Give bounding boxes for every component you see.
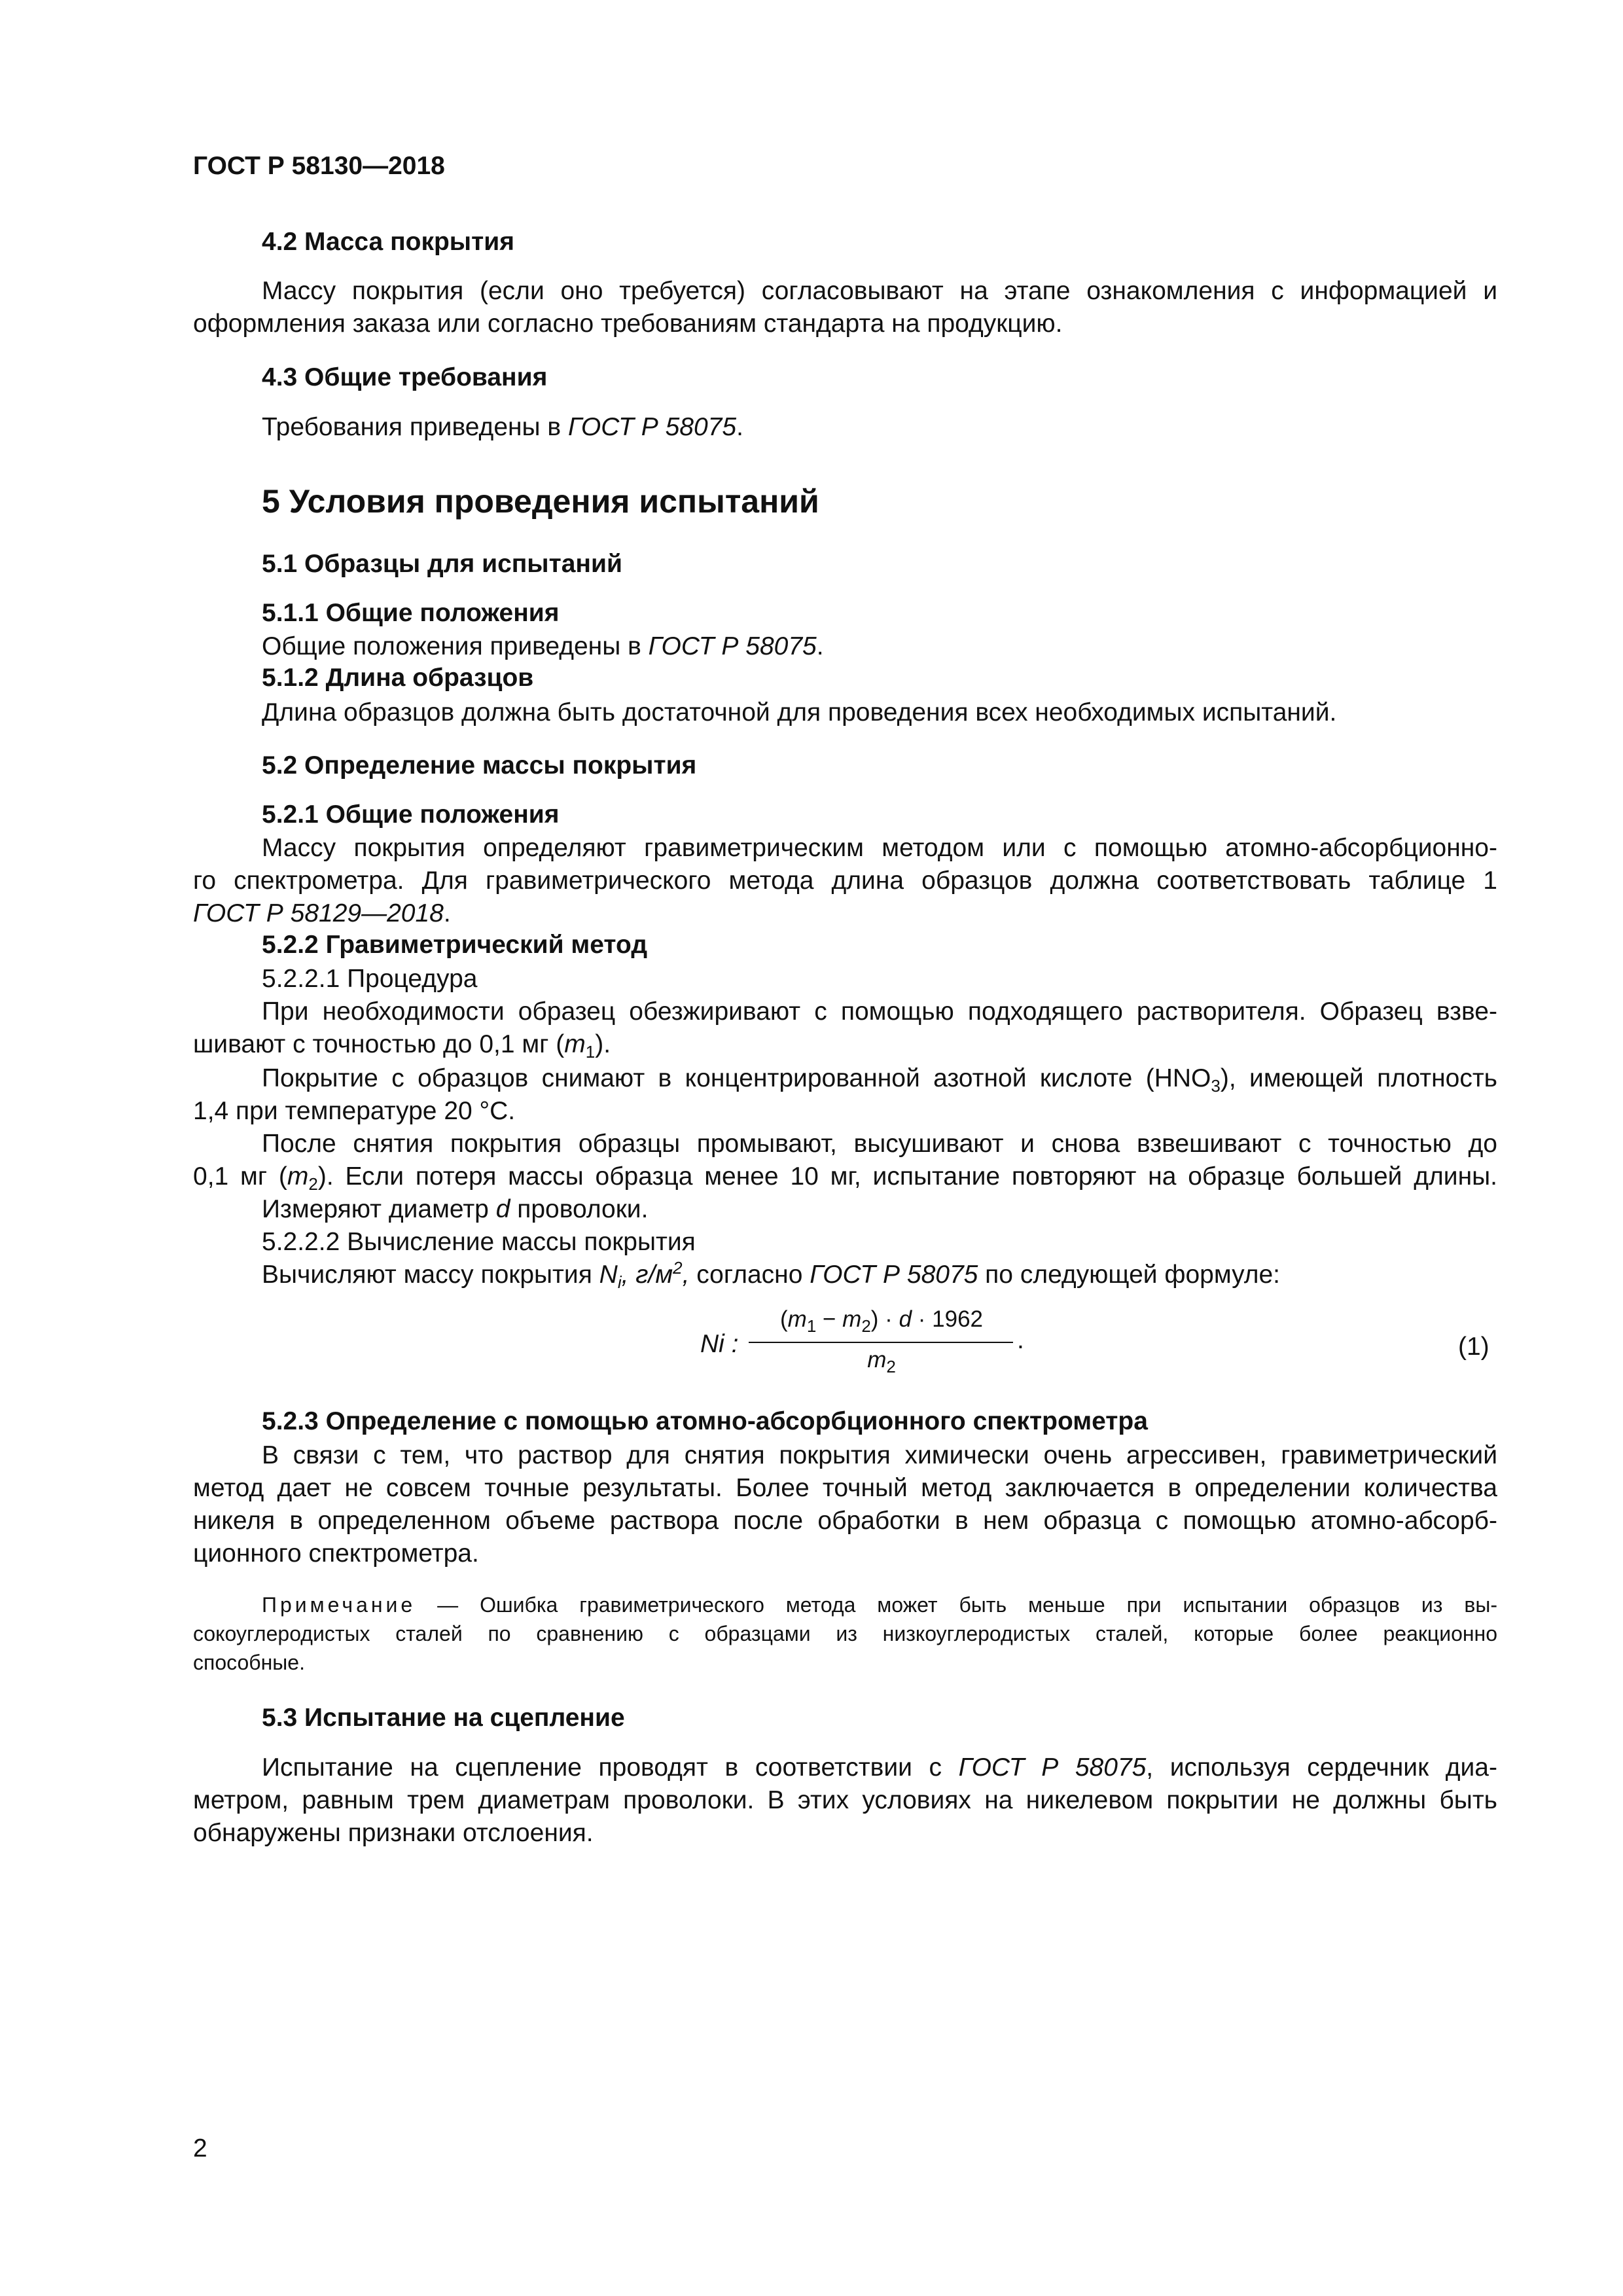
standard-reference: ГОСТ Р 58075 (810, 1261, 978, 1289)
note-line-2: сокоуглеродистых сталей по сравнению с образцами из низкоуглеродистых сталей, которые более реакционно (193, 1622, 1497, 1645)
section-5-3-heading: 5.3 Испытание на сцепление (262, 1704, 625, 1732)
section-4-2-line-1: Массу покрытия (если оно требуется) согласовывают на этапе ознакомления с информацией и (262, 277, 1497, 305)
section-5-3-line-2: метром, равным трем диаметрам проволоки. В этих условиях на никелевом покрытии не должны быть (193, 1786, 1497, 1814)
procedure-para-3-line-2: 0,1 мг $(m_2)$. Если потеря массы образца менее 10 мг, испытание повторяют на образце большей длины. (193, 1162, 1497, 1194)
formula-denominator: $m_2$ (867, 1347, 896, 1376)
standard-reference: ГОСТ Р 58075 (958, 1753, 1147, 1782)
page-number: 2 (193, 2134, 207, 2162)
section-4-3-text: Требования приведены в ГОСТ Р 58075. (262, 413, 743, 441)
section-5-3-line-3: обнаружены признаки отслоения. (193, 1819, 594, 1847)
formula-1 (700, 1306, 1024, 1398)
section-4-2-heading: 4.2 Масса покрытия (262, 228, 514, 256)
section-5-2-1-line-1: Массу покрытия определяют гравиметрическим методом или с помощью атомно-абсорбционно- (262, 834, 1497, 862)
section-4-2-line-2: оформления заказа или согласно требованиям стандарта на продукцию. (193, 310, 1063, 338)
section-5-2-3-heading: 5.2.3 Определение с помощью атомно-абсорбционного спектрометра (262, 1407, 1148, 1435)
note-label: Примечание (262, 1593, 416, 1617)
section-5-1-1-heading: 5.1.1 Общие положения (262, 599, 560, 627)
procedure-para-1-line-2: шивают с точностью до 0,1 мг $(m_1)$. (193, 1030, 611, 1062)
section-5-2-3-line-1: В связи с тем, что раствор для снятия покрытия химически очень агрессивен, гравиметрический (262, 1441, 1497, 1469)
section-5-3-line-1: Испытание на сцепление проводят в соответствии с ГОСТ Р 58075, используя сердечник диа- (262, 1753, 1497, 1782)
standard-reference: ГОСТ Р 58129—2018 (193, 899, 444, 927)
section-5-2-heading: 5.2 Определение массы покрытия (262, 751, 697, 780)
formula-end: . (1017, 1326, 1024, 1354)
note-line-3: способные. (193, 1651, 305, 1674)
section-5-1-1-text: Общие положения приведены в ГОСТ Р 58075. (262, 632, 824, 660)
procedure-para-1-line-1: При необходимости образец обезжиривают с помощью подходящего растворителя. Образец взве- (262, 997, 1497, 1026)
procedure-para-2-line-1: Покрытие с образцов снимают в концентрированной азотной кислоте $(HNO_3)$, имеющей плотность (262, 1064, 1497, 1096)
section-5-2-2-1-heading: 5.2.2.1 Процедура (262, 965, 478, 993)
formula-number: (1) (1458, 1333, 1489, 1361)
standard-reference: ГОСТ Р 58075 (567, 413, 737, 441)
note-line-1: Примечание — Ошибка гравиметрического метода может быть меньше при испытании образцов из вы- (262, 1593, 1498, 1617)
procedure-para-3-line-1: После снятия покрытия образцы промывают, высушивают и снова взвешивают с точностью до (262, 1130, 1497, 1158)
section-5-2-3-line-2: метод дает не совсем точные результаты. Более точный метод заключается в определении количества (193, 1474, 1497, 1502)
calculation-intro: Вычисляют массу покрытия $N_i$, $г/м^2$, согласно ГОСТ Р 58075 по следующей формуле: (262, 1258, 1281, 1292)
section-5-2-3-line-3: никеля в определенном объеме раствора после обработки в нем образца с помощью атомно-абсорб- (193, 1507, 1497, 1535)
section-5-1-2-text: Длина образцов должна быть достаточной для проведения всех необходимых испытаний. (262, 698, 1337, 726)
section-5-2-1-line-3: ГОСТ Р 58129—2018. (193, 899, 451, 927)
section-5-2-1-heading: 5.2.1 Общие положения (262, 800, 560, 829)
section-5-1-2-heading: 5.1.2 Длина образцов (262, 664, 534, 692)
section-5-1-heading: 5.1 Образцы для испытаний (262, 550, 622, 578)
section-5-2-3-line-4: ционного спектрометра. (193, 1539, 479, 1568)
formula-numerator: $(m_1 - m_2) \cdot d \cdot 1962$ (780, 1306, 983, 1336)
formula-lhs: Ni : (700, 1330, 739, 1358)
standard-reference: ГОСТ Р 58075 (648, 632, 817, 660)
procedure-para-4: Измеряют диаметр d проволоки. (262, 1195, 649, 1223)
formula-fraction-bar (749, 1342, 1013, 1343)
section-4-3-heading: 4.3 Общие требования (262, 363, 548, 391)
section-5-2-2-2-heading: 5.2.2.2 Вычисление массы покрытия (262, 1228, 696, 1256)
section-5-2-1-line-2: го спектрометра. Для гравиметрического метода длина образцов должна соответствовать таблице 1 (193, 867, 1497, 895)
document-header-code: ГОСТ Р 58130—2018 (193, 152, 445, 180)
section-5-heading: 5 Условия проведения испытаний (262, 483, 819, 520)
section-5-2-2-heading: 5.2.2 Гравиметрический метод (262, 931, 648, 959)
procedure-para-2-line-2: 1,4 при температуре 20 °C. (193, 1097, 516, 1125)
